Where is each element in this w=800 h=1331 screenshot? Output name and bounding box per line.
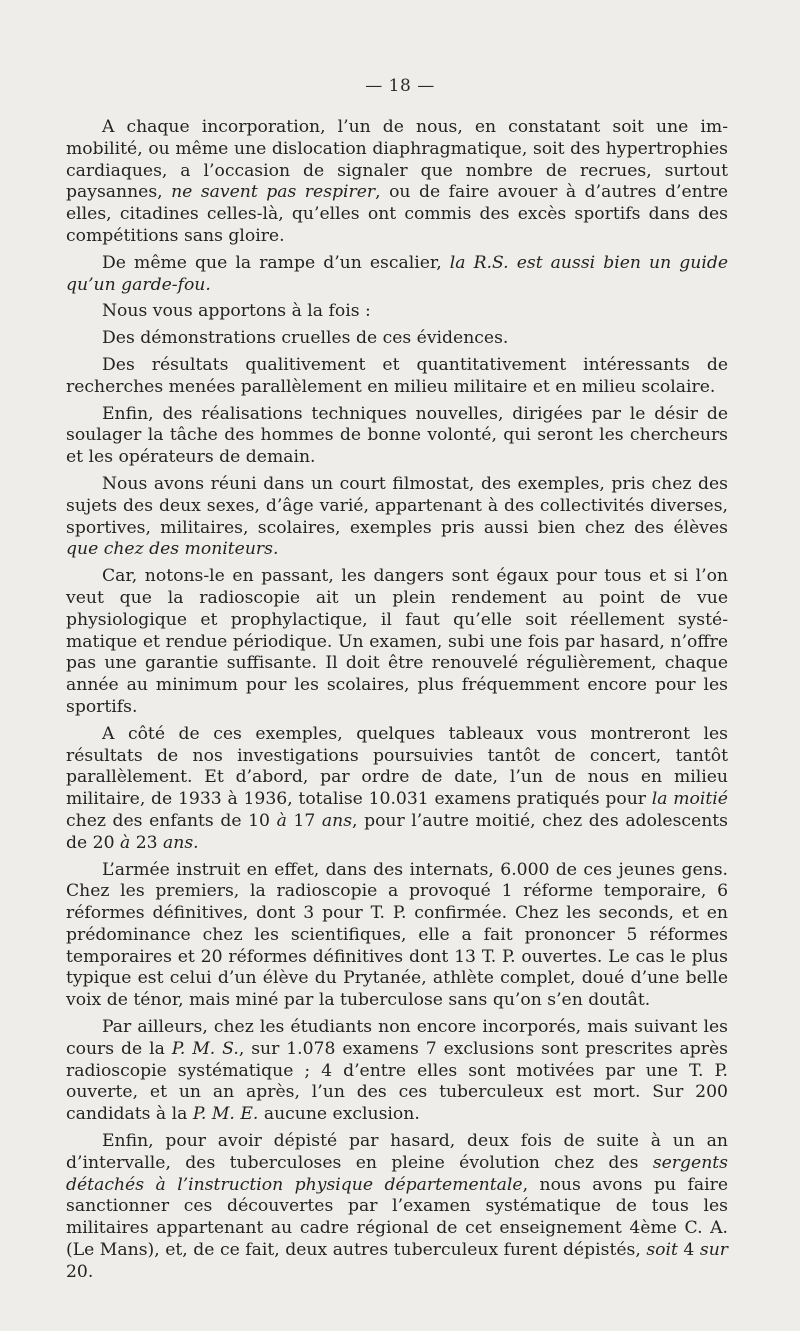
text-run: Car, notons-le en passant, les dangers sont égaux pour tous et si l’on veut que la radioscopie ait un plein rendement au point de vue physiologique et prophylactique, il faut qu’elle soit réellement systématique et rendue périodique. Un examen, subi une fois par hasard, n’offre pas une garantie suffisante. Il doit être renouvelé régulièrement, chaque année au minimum pour les scolaires, plus fréquemment encore pour les sportifs. [66, 566, 728, 717]
paragraph-p11 [66, 1017, 728, 1126]
text-run: Nous avons réuni dans un court filmostat, des exemples, pris chez des sujets des deux sexes, d’âge varié, appartenant à des collectivités diverses, sportives, militaires, scolaires, exemples pris aussi bien chez des élèves [66, 473, 728, 538]
body-text [66, 117, 728, 1289]
text-run: aucune exclusion. [258, 1104, 420, 1125]
paragraph-p10 [66, 860, 728, 1013]
text-run: Enfin, des réalisations techniques nouvelles, dirigées par le désir de soulager la tâche des hommes de bonne volonté, qui seront les chercheurs et les opérateurs de demain. [66, 403, 728, 468]
text-run: A côté de ces exemples, quelques tableaux vous montreront les résultats de nos investigations poursuivies tantôt de concert, tantôt parallèlement. Et d’abord, par ordre de date, l’un de nous en milieu militaire, de 1933 à 1936, totalise 10.031 examens pratiqués pour [66, 723, 728, 810]
text-run: 4 [677, 1240, 700, 1261]
paragraph-p7 [66, 474, 728, 561]
text-run: Enfin, pour avoir dépisté par hasard, deux fois de suite à un an d’intervalle, des tuberculoses en pleine évolution chez des [66, 1131, 728, 1173]
text-run: , sur 1.078 examens 7 exclusions sont prescrites après radioscopie systématique ; 4 d’entre elles sont motivées par une T. P. ouverte, et un an après, l’un des ces tuberculeux est mort. Sur 200 candidats à la [66, 1038, 728, 1125]
italic-text: P. M. E. [192, 1104, 259, 1125]
text-run: De même que la rampe d’un escalier, [102, 252, 450, 273]
paragraph-p2 [66, 253, 728, 297]
text-run: , pour l’autre moitié, chez des adolescents de 20 [66, 810, 728, 853]
paragraph-p1 [66, 117, 728, 248]
text-run: Des résultats qualitivement et quantitativement intéressants de recherches menées parallèlement en milieu militaire et en milieu scolaire. [66, 354, 728, 397]
text-run: Des démonstrations cruelles de ces évidences. [102, 328, 509, 349]
italic-text: que chez des moniteurs. [66, 539, 279, 560]
paragraph-p8 [66, 566, 728, 719]
text-run: 20. [66, 1261, 94, 1282]
italic-text: à [119, 832, 131, 853]
text-run: chez des enfants de 10 [66, 810, 277, 831]
italic-text: à [276, 810, 287, 831]
paragraph-p3 [66, 301, 728, 323]
text-run: A chaque incorporation, l’un de nous, en constatant soit une immobilité, ou même une dislocation diaphragmatique, soit des hypertrophies cardiaques, a l’occasion de signaler que nombre de recrues, surtout paysannes, [66, 117, 728, 203]
text-run: Nous vous apportons à la fois : [102, 301, 371, 322]
text-run: 23 [130, 832, 164, 853]
italic-text: soit [646, 1240, 678, 1261]
italic-text: la moitié [651, 789, 728, 810]
italic-text: ne savent pas respirer [171, 182, 376, 203]
italic-text: P. M. S. [171, 1038, 239, 1059]
paragraph-p5 [66, 355, 728, 399]
text-run: , ou de faire avouer à d’autres d’entre elles, citadines celles-là, qu’elles ont commis des excès sportifs dans des compétitions sans gloire. [66, 182, 728, 246]
paragraph-p4 [66, 328, 728, 350]
page-number: — 18 — [365, 76, 435, 96]
italic-text: ans. [163, 832, 199, 853]
paragraph-p9 [66, 724, 728, 855]
italic-text: sergents détachés à l’instruction physique départementale [66, 1152, 728, 1195]
paragraph-p6 [66, 404, 728, 469]
text-run: L’armée instruit en effet, dans des internats, 6.000 de ces jeunes gens. Chez les premiers, la radioscopie a provoqué 1 réforme temporaire, 6 réformes définitives, dont 3 pour T. P. confirmée. Chez les seconds, et en prédominance chez les scientifiques, elle a fait prononcer 5 réformes temporaires et 20 réformes définitives dont 13 T. P. ouvertes. Le cas le plus typique est celui d’un élève du Prytanée, athlète complet, doué d’une belle voix de ténor, mais miné par la tuberculose sans qu’on s’en doutât. [66, 859, 728, 1011]
text-run: 17 [286, 810, 322, 831]
italic-text: sur [699, 1240, 728, 1261]
paragraph-p12 [66, 1131, 728, 1284]
text-run: Par ailleurs, chez les étudiants non encore incorporés, mais suivant les cours de la [66, 1017, 728, 1059]
italic-text: ans [321, 810, 353, 831]
text-run: , nous avons pu faire sanctionner ces découvertes par l’examen systématique de tous les militaires appartenant au cadre régional de cet enseignement 4ème C. A. (Le Mans), et, de ce fait, deux autres tuberculeux furent dépistés, [66, 1174, 729, 1261]
italic-text: la R.S. est aussi bien un guide qu’un garde-fou. [66, 252, 728, 295]
